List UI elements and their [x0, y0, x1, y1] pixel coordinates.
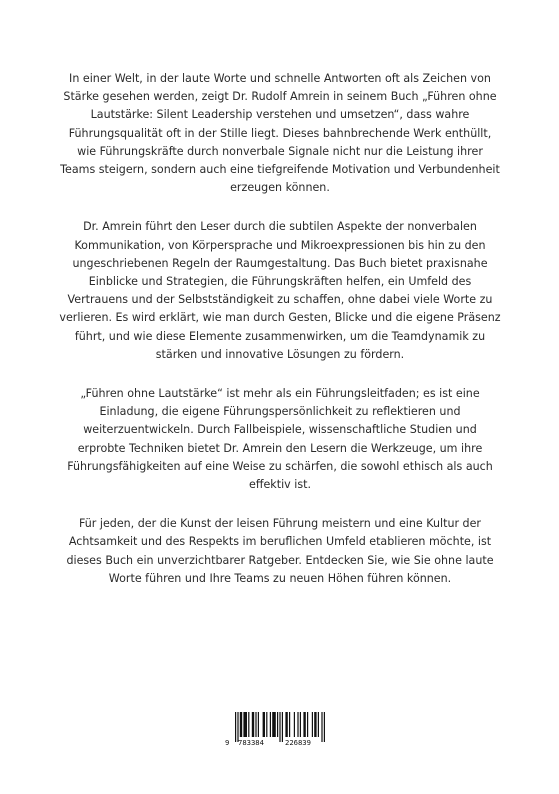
paragraph-intro: In einer Welt, in der laute Worte und schnelle Antworten oft als Zeichen von Stärke gesehen werden, zeigt Dr. Rudolf Amrein in seinem Buch „Führen ohne Lautstärke: Silent Leadership verstehen und umsetzen“, dass wahre Führungsqualität oft in der Stille liegt. Dieses bahnbrechende Werk enthüllt, wie Führungskräfte durch nonverbale Signale nicht nur die Leistung ihrer Teams steigern, sondern auch eine tiefgreifende Motivation und Verbundenheit erzeugen können.	[60, 72, 500, 195]
barcode-bar	[272, 712, 276, 737]
barcode-right-group: 226839	[285, 738, 311, 747]
barcode-bar	[258, 712, 259, 737]
isbn-barcode	[225, 712, 335, 750]
barcode-digits	[225, 738, 335, 750]
barcode-bar	[277, 712, 278, 737]
barcode-first-digit: 9	[225, 738, 230, 747]
paragraph-content: Dr. Amrein führt den Leser durch die subtilen Aspekte der nonverbalen Kommunikation, von Körpersprache und Mikroexpressionen bis hin zu den ungeschriebenen Regeln der Raumgestaltung. Das Buch bietet praxisnahe Einblicke und Strategien, die Führungskräften helfen, ein Umfeld des Vertrauens und der Selbstständigkeit zu schaffen, ohne dabei viele Worte zu verlieren. Es wird erklärt, wie man durch Gesten, Blicke und die eigene Präsenz führt, und wie diese Elemente zusammenwirken, um die Teamdynamik zu stärken und innovative Lösungen zu fördern.	[59, 220, 501, 361]
barcode-bar	[285, 712, 287, 737]
barcode-bar	[289, 712, 290, 737]
barcode-bar	[270, 712, 271, 737]
barcode-bar	[263, 712, 265, 737]
barcode-bar	[266, 712, 267, 737]
back-cover-text	[58, 70, 502, 609]
paragraph-audience: Für jeden, der die Kunst der leisen Führung meistern und eine Kultur der Achtsamkeit und des Respekts im beruflichen Umfeld etablieren möchte, ist dieses Buch ein unverzichtbarer Ratgeber. Entdecken Sie, wie Sie ohne laute Worte führen und Ihre Teams zu neuen Höhen führen können.	[66, 517, 494, 585]
barcode-bar	[307, 712, 308, 737]
barcode-bar	[243, 712, 247, 737]
barcode-bar	[240, 712, 242, 737]
barcode-bar	[312, 712, 313, 737]
barcode-bar	[300, 712, 301, 737]
barcode-bar	[297, 712, 298, 737]
paragraph-invitation: „Führen ohne Lautstärke“ ist mehr als ein Führungsleitfaden; es ist eine Einladung, die eigene Führungspersönlichkeit zu reflektieren und weiterzuentwickeln. Durch Fallbeispiele, wissenschaftliche Studien und erprobte Techniken bietet Dr. Amrein den Lesern die Werkzeuge, um ihre Führungsfähigkeiten auf eine Weise zu schärfen, die sowohl ethisch als auch effektiv ist.	[67, 387, 493, 492]
barcode-bar	[318, 712, 319, 737]
barcode-bar	[252, 712, 254, 737]
barcode-bar	[248, 712, 249, 737]
barcode-bar	[314, 712, 316, 737]
barcode-left-group: 783384	[238, 738, 264, 747]
barcode-bar	[255, 712, 256, 737]
barcode-bar	[294, 712, 295, 737]
barcode-bar	[303, 712, 305, 737]
